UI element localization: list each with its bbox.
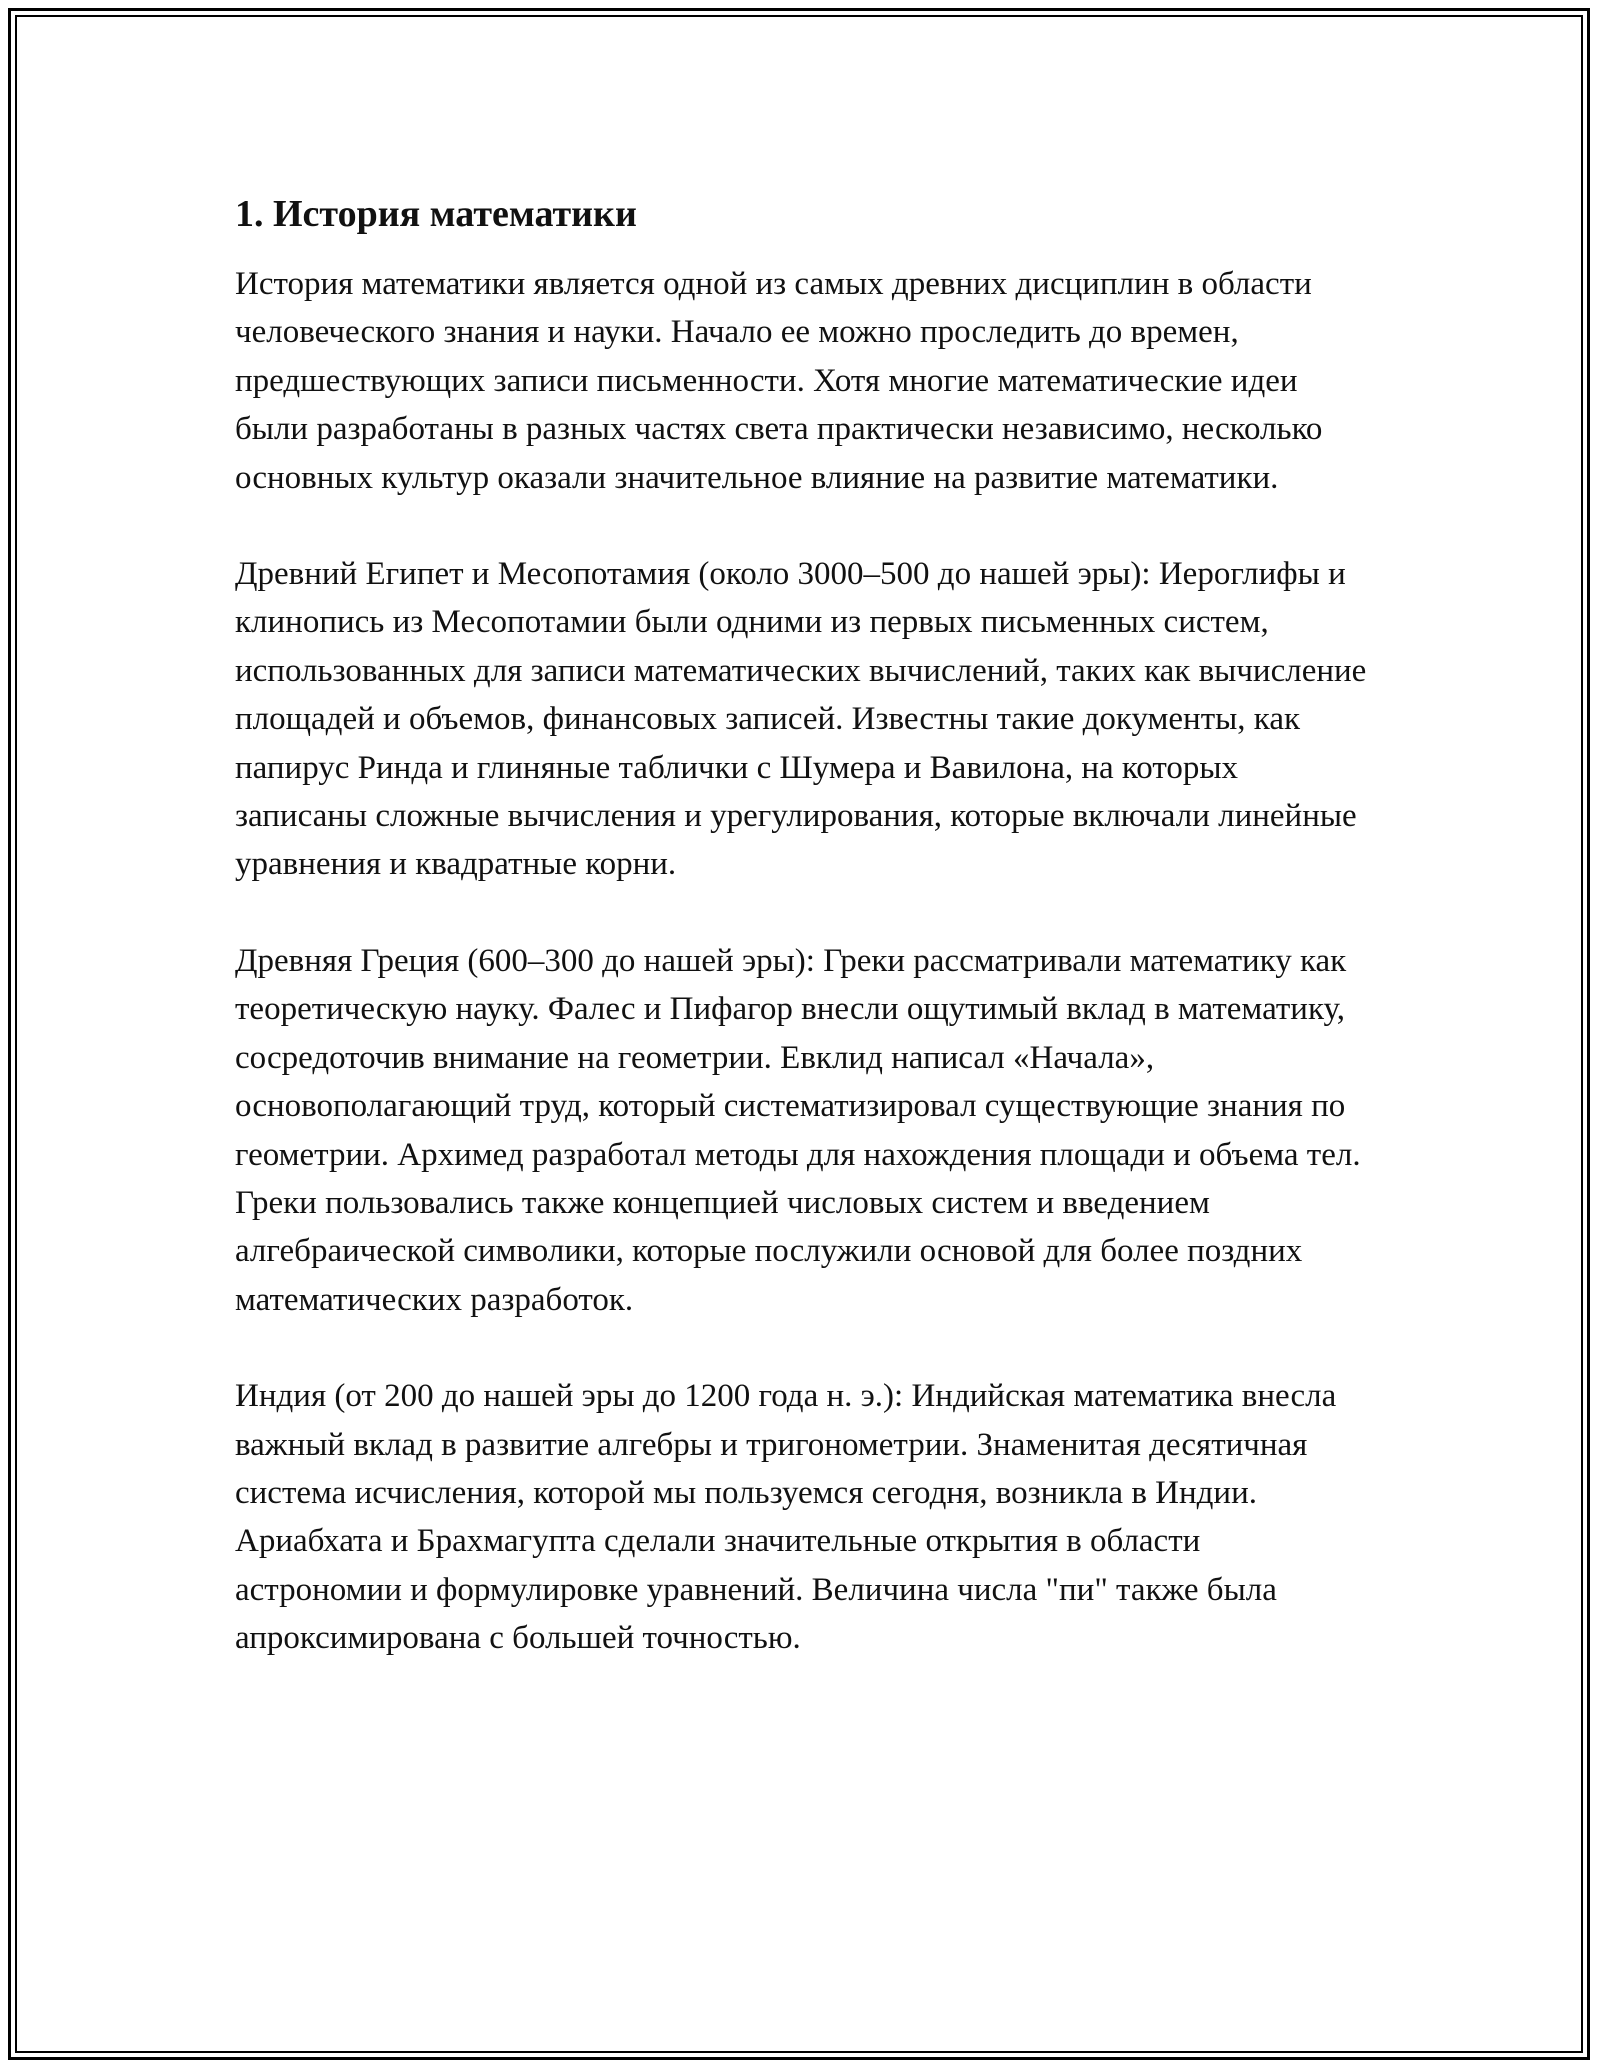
paragraph-egypt-mesopotamia: Древний Египет и Месопотамия (около 3000–500 до нашей эры): Иероглифы и клинопись из Месопотамии были одними из первых письменных систем, использованных для записи математических вычислений, таких как вычисление площадей и объемов, финансовых записей. Известны такие документы, как папирус Ринда и глиняные таблички с Шумера и Вавилона, на которых записаны сложные вычисления и урегулирования, которые включали линейные уравнения и квадратные корни. <box>235 556 1367 883</box>
document-body <box>235 190 1375 1711</box>
paragraph-india: Индия (от 200 до нашей эры до 1200 года н. э.): Индийская математика внесла важный вклад в развитие алгебры и тригонометрии. Знаменитая десятичная система исчисления, которой мы пользуемся сегодня, возникла в Индии. Ариабхата и Брахмагупта сделали значительные открытия в области астрономии и формулировке уравнений. Величина числа "пи" также была апроксимирована с большей точностью. <box>235 1378 1337 1657</box>
paragraph-intro: История математики является одной из самых древних дисциплин в области человеческого знания и науки. Начало ее можно проследить до времен, предшествующих записи письменности. Хотя многие математические идеи были разработаны в разных частях света практически независимо, несколько основных культур оказали значительное влияние на развитие математики. <box>235 266 1323 496</box>
section-heading: 1. История математики <box>235 193 637 235</box>
paragraph-ancient-greece: Древняя Греция (600–300 до нашей эры): Греки рассматривали математику как теоретическую науку. Фалес и Пифагор внесли ощутимый вклад в математику, сосредоточив внимание на геометрии. Евклид написал «Начала», основополагающий труд, который систематизировал существующие знания по геометрии. Архимед разработал методы для нахождения площади и объема тел. Греки пользовались также концепцией числовых систем и введением алгебраической символики, которые послужили основой для более поздних математических разработок. <box>235 942 1361 1318</box>
